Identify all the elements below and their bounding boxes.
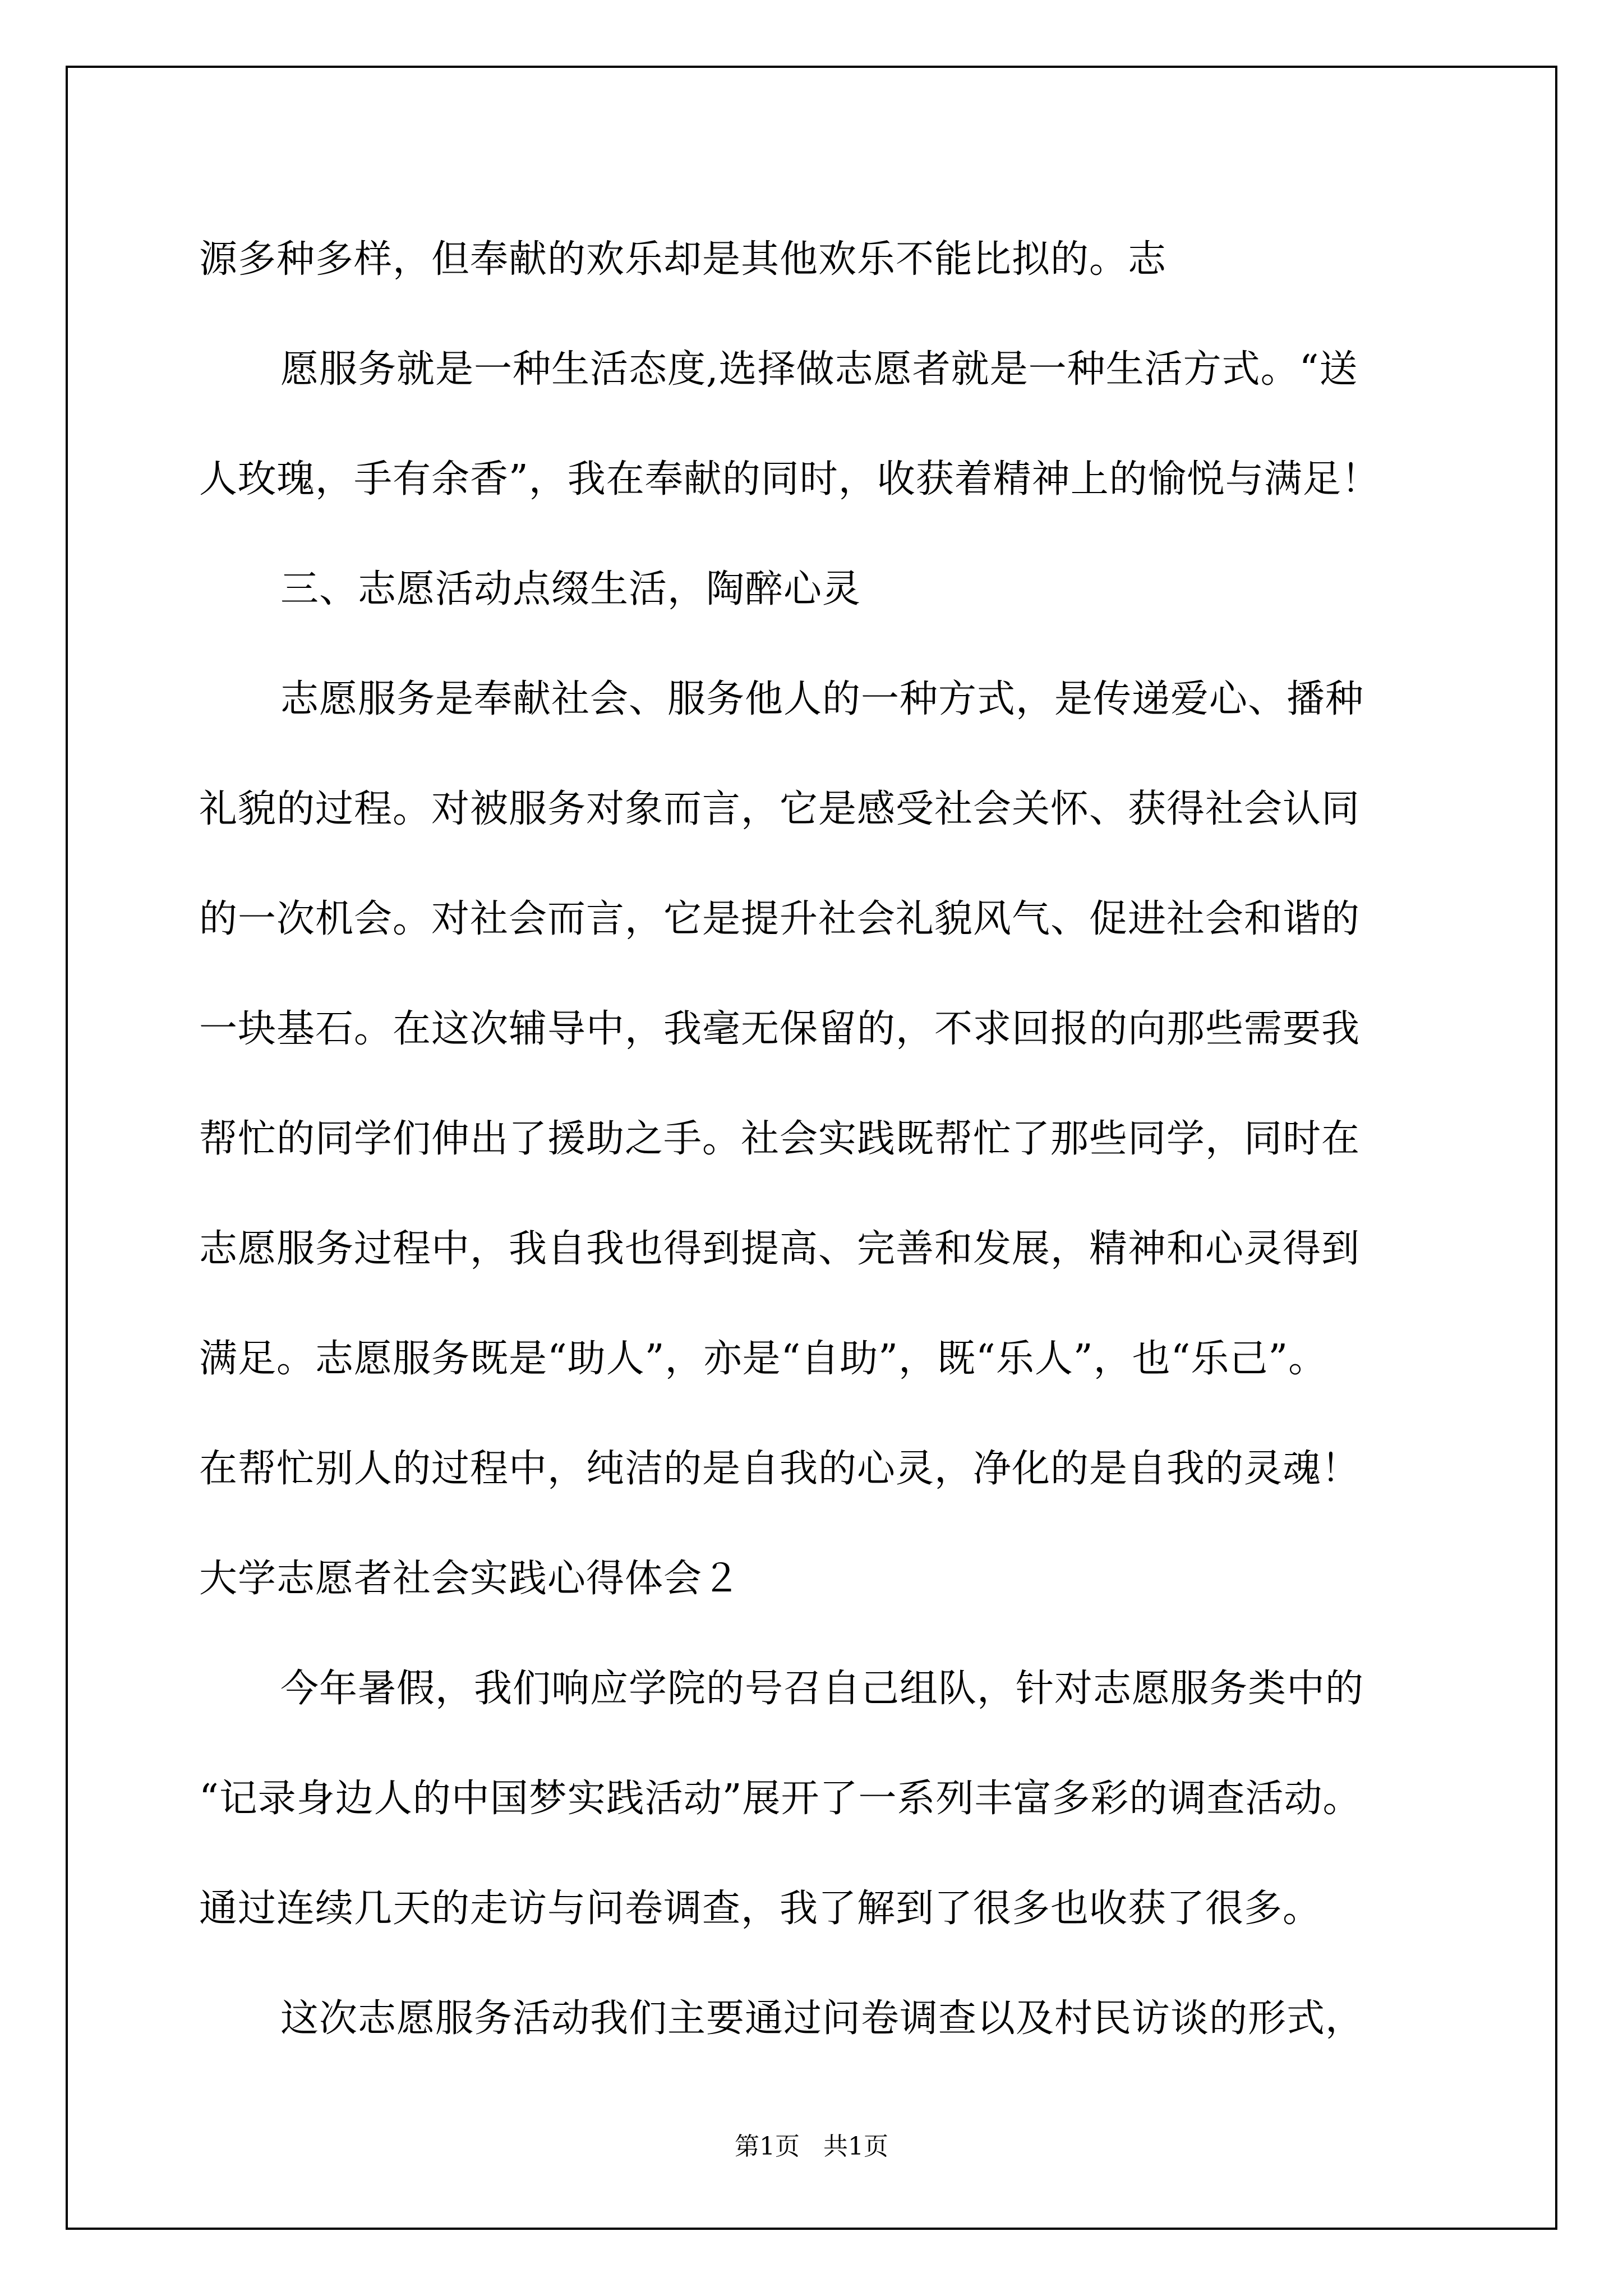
text-line: 通过连续几天的走访与问卷调查，我了解到了很多也收获了很多。 bbox=[199, 1887, 1322, 1931]
text-line: 志愿服务过程中，我自我也得到提高、完善和发展，精神和心灵得到 bbox=[199, 1227, 1361, 1271]
text-line: 源多种多样，但奉献的欢乐却是其他欢乐不能比拟的。志 bbox=[199, 237, 1167, 282]
text-line: 今年暑假，我们响应学院的号召自己组队，针对志愿服务类中的 bbox=[280, 1667, 1364, 1711]
text-line: 帮忙的同学们伸出了援助之手。社会实践既帮忙了那些同学，同时在 bbox=[199, 1117, 1361, 1161]
text-line: 愿服务就是一种生活态度,选择做志愿者就是一种生活方式。“送 bbox=[280, 347, 1358, 392]
page-number: 第1页 bbox=[735, 2132, 800, 2161]
page-total: 共1页 bbox=[823, 2132, 888, 2161]
article-title: 大学志愿者社会实践心得体会２ bbox=[199, 1557, 741, 1601]
section-heading: 三、志愿活动点缀生活，陶醉心灵 bbox=[280, 567, 861, 611]
text-line: 在帮忙别人的过程中，纯洁的是自我的心灵，净化的是自我的灵魂！ bbox=[199, 1447, 1361, 1491]
text-line: 志愿服务是奉献社会、服务他人的一种方式，是传递爱心、播种 bbox=[280, 677, 1364, 721]
page-footer bbox=[0, 2126, 1623, 2162]
document-body bbox=[199, 205, 1467, 2074]
text-line: 一块基石。在这次辅导中，我毫无保留的，不求回报的向那些需要我 bbox=[199, 1007, 1361, 1051]
text-line: 人玫瑰，手有余香”，我在奉献的同时，收获着精神上的愉悦与满足！ bbox=[199, 457, 1380, 501]
text-line: 满足。志愿服务既是“助人”，亦是“自助”，既“乐人”，也“乐己”。 bbox=[199, 1337, 1327, 1381]
text-line: 的一次机会。对社会而言，它是提升社会礼貌风气、促进社会和谐的 bbox=[199, 897, 1361, 941]
text-line: 礼貌的过程。对被服务对象而言，它是感受社会关怀、获得社会认同 bbox=[199, 787, 1361, 831]
text-line: “记录身边人的中国梦实践活动”展开了一系列丰富多彩的调查活动。 bbox=[199, 1777, 1362, 1821]
text-line: 这次志愿服务活动我们主要通过问卷调查以及村民访谈的形式， bbox=[280, 1996, 1364, 2041]
